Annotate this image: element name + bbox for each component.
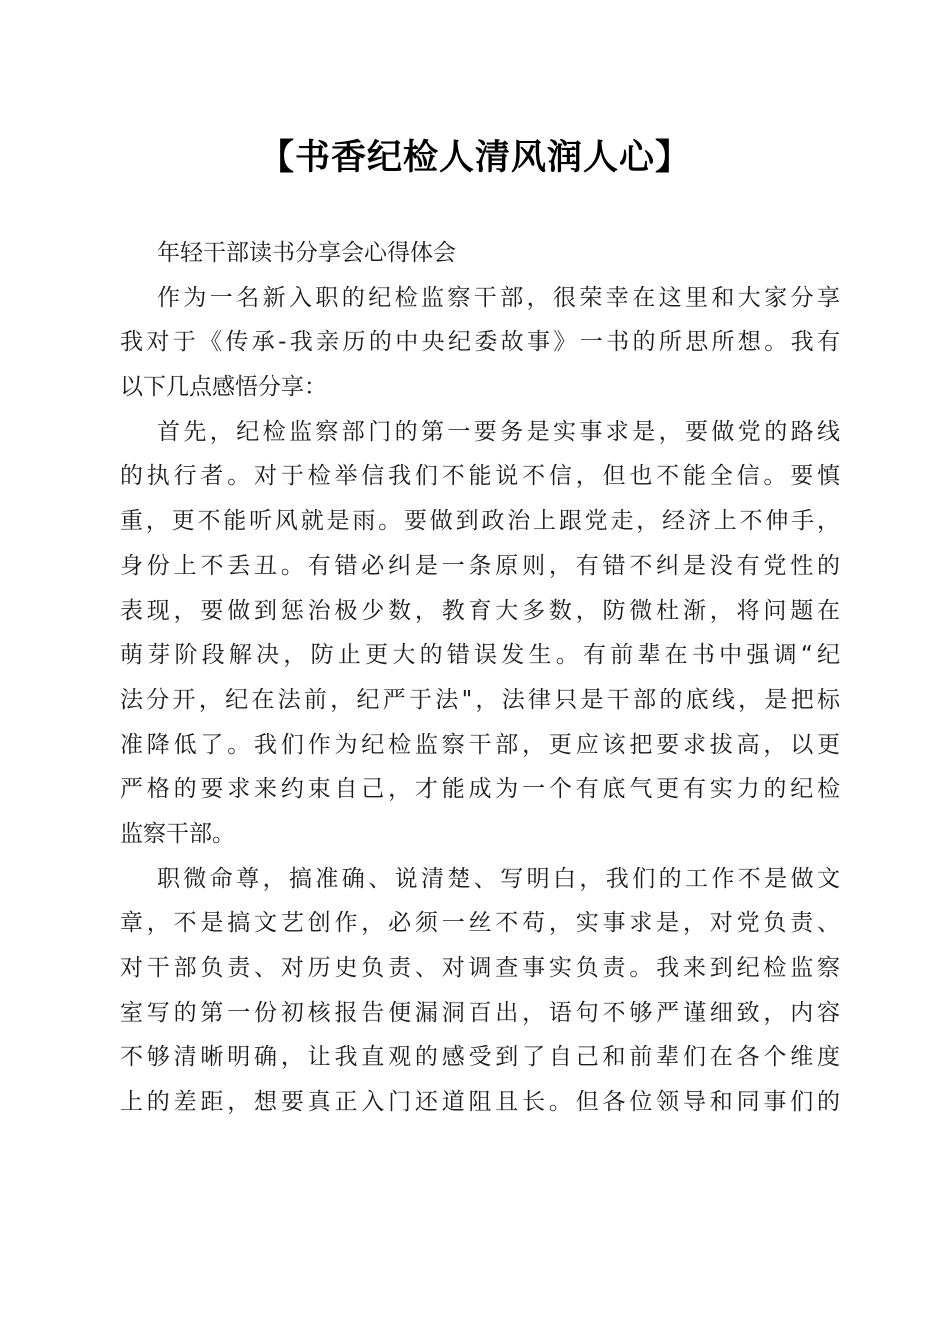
paragraph-line: 章，不是搞文艺创作，必须一丝不苟，实事求是，对党负责、 xyxy=(120,910,840,937)
paragraph-line: 重，更不能听风就是雨。要做到政治上跟党走，经济上不伸手， xyxy=(120,508,840,535)
paragraph-line: 首先，纪检监察部门的第一要务是实事求是，要做党的路线 xyxy=(157,418,840,445)
paragraph-line: 准降低了。我们作为纪检监察干部，更应该把要求拔高，以更 xyxy=(120,731,840,758)
subtitle-line: 年轻干部读书分享会心得体会 xyxy=(157,240,456,266)
paragraph-line: 监察干部。 xyxy=(120,820,235,847)
paragraph-line: 萌芽阶段解决，防止更大的错误发生。有前辈在书中强调“纪 xyxy=(120,642,840,669)
paragraph-line: 职微命尊，搞准确、说清楚、写明白，我们的工作不是做文 xyxy=(157,865,840,892)
paragraph-line: 对干部负责、对历史负责、对调查事实负责。我来到纪检监察 xyxy=(120,955,840,981)
paragraph-line: 室写的第一份初核报告便漏洞百出，语句不够严谨细致，内容 xyxy=(120,999,840,1026)
paragraph-line: 我对于《传承-我亲历的中央纪委故事》一书的所思所想。我有 xyxy=(120,329,840,356)
document-title: 【书香纪检人清风润人心】 xyxy=(258,137,691,178)
paragraph-line: 上的差距，想要真正入门还道阻且长。但各位领导和同事们的 xyxy=(120,1089,840,1116)
document-body xyxy=(120,231,840,1125)
paragraph-line: 法分开，纪在法前，纪严于法"，法律只是干部的底线，是把标 xyxy=(120,686,840,713)
paragraph-line: 作为一名新入职的纪检监察干部，很荣幸在这里和大家分享 xyxy=(157,284,840,311)
paragraph-line: 严格的要求来约束自己，才能成为一个有底气更有实力的纪检 xyxy=(120,776,840,803)
paragraph-line: 以下几点感悟分享： xyxy=(120,374,327,401)
paragraph-line: 不够清晰明确，让我直观的感受到了自己和前辈们在各个维度 xyxy=(120,1044,840,1071)
paragraph-line: 表现，要做到惩治极少数，教育大多数，防微杜渐，将问题在 xyxy=(120,597,840,624)
paragraph-line: 身份上不丢丑。有错必纠是一条原则，有错不纠是没有党性的 xyxy=(120,552,840,579)
paragraph-line: 的执行者。对于检举信我们不能说不信，但也不能全信。要慎 xyxy=(120,463,840,490)
